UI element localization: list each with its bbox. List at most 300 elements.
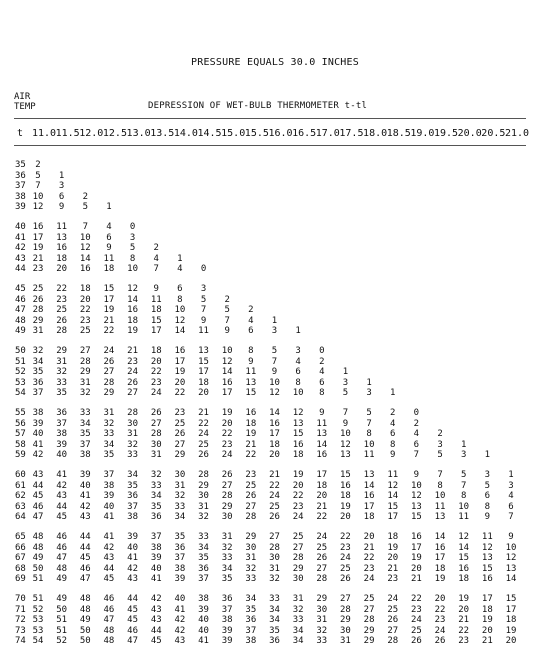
table-cell: 36 — [198, 563, 209, 574]
table-cell: 24 — [221, 450, 233, 461]
table-cell: 46 — [79, 563, 91, 574]
table-cell: 8 — [390, 439, 396, 450]
table-cell: 14 — [269, 408, 280, 418]
table-cell: 26 — [221, 470, 233, 480]
table-cell: 27 — [316, 563, 328, 574]
table-cell: 23 — [410, 604, 422, 615]
table-cell: 48 — [56, 563, 68, 574]
table-cell: 10 — [269, 377, 280, 388]
table-cell: 23 — [340, 542, 351, 553]
table-cell: 29 — [292, 563, 304, 574]
column-header: 15.0 — [221, 128, 246, 139]
table-cell: 1 — [342, 367, 349, 378]
table-cell: 9 — [319, 408, 325, 418]
row-temp-label: 59 — [15, 450, 26, 461]
table-cell: 14 — [458, 542, 470, 553]
table-cell: 42 — [103, 542, 115, 553]
table-cell: 20 — [174, 377, 186, 388]
table-cell: 6 — [58, 191, 65, 202]
table-cell: 32 — [245, 563, 257, 574]
row-temp-label: 55 — [15, 408, 26, 418]
table-cell: 42 — [32, 450, 44, 461]
column-header: 14.0 — [173, 128, 198, 139]
table-cell: 28 — [221, 491, 233, 502]
table-cell: 22 — [198, 418, 209, 429]
table-cell: 6 — [106, 232, 112, 243]
table-cell: 26 — [245, 491, 257, 502]
table-cell: 15 — [481, 563, 493, 574]
table-cell: 32 — [174, 491, 186, 502]
row-temp-label: 63 — [15, 501, 26, 512]
table-cell: 17 — [505, 604, 517, 615]
table-cell: 23 — [363, 563, 375, 574]
table-cell: 27 — [292, 542, 304, 553]
table-cell: 7 — [35, 181, 41, 192]
table-cell: 41 — [103, 512, 115, 523]
table-cell: 38 — [245, 636, 257, 647]
table-cell: 44 — [79, 542, 91, 553]
table-cell: 41 — [32, 439, 44, 450]
table-cell: 23 — [245, 470, 257, 480]
table-cell: 30 — [245, 542, 257, 553]
table-title: PRESSURE EQUALS 30.0 INCHES — [191, 57, 359, 68]
table-cell: 41 — [103, 532, 115, 542]
table-cell: 1 — [106, 202, 112, 213]
table-cell: 16 — [363, 491, 375, 502]
table-cell: 16 — [174, 346, 186, 356]
table-cell: 36 — [221, 594, 233, 604]
table-cell: 24 — [292, 512, 304, 523]
table-cell: 26 — [150, 408, 162, 418]
table-cell: 4 — [295, 356, 301, 367]
table-cell: 12 — [458, 532, 470, 542]
table-cell: 32 — [32, 346, 44, 356]
table-cell: 22 — [221, 429, 233, 440]
table-cell: 31 — [245, 553, 257, 564]
table-cell: 40 — [198, 625, 209, 636]
table-cell: 23 — [127, 356, 139, 367]
table-cell: 22 — [79, 305, 91, 316]
table-cell: 0 — [413, 408, 420, 418]
table-cell: 43 — [150, 604, 162, 615]
table-cell: 46 — [127, 625, 139, 636]
table-cell: 31 — [56, 356, 68, 367]
table-cell: 7 — [413, 450, 420, 461]
table-cell: 33 — [127, 450, 139, 461]
table-cell: 17 — [221, 388, 233, 399]
table-cell: 43 — [127, 574, 139, 585]
table-cell: 14 — [127, 294, 139, 305]
table-cell: 43 — [79, 512, 91, 523]
row-temp-label: 60 — [15, 470, 26, 480]
table-cell: 38 — [198, 594, 209, 604]
column-header: 16.5 — [292, 128, 317, 139]
table-cell: 4 — [390, 418, 396, 429]
table-cell: 45 — [127, 604, 139, 615]
table-cell: 34 — [79, 418, 91, 429]
table-cell: 5 — [366, 408, 372, 418]
table-cell: 11 — [458, 512, 470, 523]
table-cell: 28 — [292, 553, 304, 564]
table-cell: 29 — [198, 480, 209, 491]
table-cell: 6 — [484, 491, 491, 502]
table-cell: 40 — [32, 429, 44, 440]
table-cell: 12 — [410, 491, 422, 502]
table-cell: 21 — [481, 636, 493, 647]
table-cell: 25 — [269, 501, 280, 512]
table-cell: 12 — [32, 202, 44, 213]
table-cell: 27 — [245, 501, 257, 512]
table-cell: 40 — [127, 542, 139, 553]
table-cell: 34 — [127, 470, 139, 480]
row-temp-label: 39 — [15, 202, 26, 213]
table-cell: 13 — [505, 563, 517, 574]
row-temp-label: 68 — [15, 563, 26, 574]
table-cell: 19 — [127, 326, 139, 337]
table-cell: 12 — [481, 542, 493, 553]
table-cell: 12 — [292, 408, 304, 418]
table-cell: 21 — [269, 470, 280, 480]
row-temp-label: 54 — [15, 388, 26, 399]
table-cell: 10 — [434, 491, 446, 502]
table-cell: 17 — [32, 232, 44, 243]
table-cell: 39 — [174, 574, 186, 585]
table-cell: 7 — [82, 222, 89, 232]
table-cell: 17 — [481, 594, 493, 604]
table-cell: 14 — [221, 367, 233, 378]
table-cell: 38 — [103, 480, 115, 491]
table-cell: 39 — [198, 604, 209, 615]
table-cell: 20 — [198, 388, 209, 399]
table-cell: 14 — [505, 574, 517, 585]
table-cell: 37 — [221, 604, 233, 615]
table-cell: 6 — [295, 367, 301, 378]
table-cell: 14 — [316, 439, 328, 450]
table-cell: 39 — [103, 491, 115, 502]
table-cell: 38 — [79, 450, 91, 461]
table-cell: 26 — [410, 636, 422, 647]
column-header: 16.0 — [268, 128, 293, 139]
table-cell: 8 — [129, 253, 136, 264]
table-cell: 22 — [458, 625, 470, 636]
table-cell: 51 — [32, 594, 44, 604]
t-column-label: t — [17, 128, 24, 139]
table-cell: 34 — [269, 615, 280, 626]
table-cell: 29 — [221, 501, 233, 512]
table-cell: 1 — [271, 315, 278, 326]
row-temp-label: 37 — [15, 181, 26, 192]
table-cell: 53 — [32, 615, 44, 626]
table-cell: 17 — [387, 512, 399, 523]
table-cell: 30 — [221, 512, 233, 523]
table-cell: 22 — [174, 388, 186, 399]
table-cell: 47 — [32, 512, 44, 523]
table-cell: 3 — [58, 181, 65, 192]
header-top-rule — [14, 118, 526, 119]
table-cell: 27 — [221, 480, 233, 491]
table-cell: 25 — [79, 326, 91, 337]
table-cell: 23 — [174, 408, 186, 418]
air-label-line2: TEMP — [14, 102, 36, 112]
table-cell: 15 — [505, 594, 517, 604]
table-cell: 18 — [434, 563, 446, 574]
table-cell: 23 — [221, 439, 233, 450]
table-cell: 30 — [174, 470, 186, 480]
table-cell: 28 — [198, 470, 209, 480]
table-cell: 49 — [79, 615, 91, 626]
table-cell: 35 — [150, 501, 162, 512]
table-cell: 22 — [434, 604, 446, 615]
table-cell: 22 — [103, 326, 115, 337]
table-cell: 27 — [150, 418, 162, 429]
table-cell: 34 — [103, 439, 115, 450]
table-cell: 20 — [221, 418, 233, 429]
table-cell: 43 — [150, 615, 162, 626]
table-cell: 18 — [387, 532, 399, 542]
table-cell: 22 — [150, 367, 162, 378]
table-cell: 31 — [174, 480, 186, 491]
table-cell: 11 — [198, 326, 209, 337]
table-cell: 27 — [79, 346, 91, 356]
row-temp-label: 61 — [15, 480, 26, 491]
table-cell: 3 — [342, 377, 349, 388]
table-cell: 4 — [106, 222, 112, 232]
column-header: 20.5 — [481, 128, 506, 139]
table-cell: 20 — [340, 512, 351, 523]
column-header: 21.0 — [504, 128, 530, 139]
table-cell: 49 — [32, 553, 44, 564]
table-cell: 19 — [434, 574, 446, 585]
column-header: 14.5 — [197, 128, 222, 139]
table-cell: 16 — [316, 450, 328, 461]
table-cell: 28 — [363, 615, 375, 626]
table-cell: 34 — [174, 512, 186, 523]
table-cell: 51 — [32, 574, 44, 585]
table-cell: 37 — [198, 574, 209, 585]
table-cell: 16 — [32, 222, 44, 232]
table-cell: 25 — [340, 563, 351, 574]
table-cell: 36 — [269, 636, 280, 647]
table-cell: 16 — [245, 408, 257, 418]
row-temp-label: 50 — [15, 346, 26, 356]
table-cell: 0 — [200, 264, 207, 275]
row-temp-label: 45 — [15, 284, 26, 294]
table-cell: 14 — [363, 480, 375, 491]
table-cell: 5 — [342, 388, 349, 399]
table-cell: 9 — [58, 202, 65, 213]
table-cell: 44 — [150, 625, 162, 636]
table-cell: 26 — [269, 512, 280, 523]
table-cell: 33 — [198, 532, 209, 542]
table-cell: 15 — [387, 501, 399, 512]
table-cell: 26 — [387, 615, 399, 626]
table-cell: 32 — [292, 604, 304, 615]
table-cell: 33 — [56, 377, 68, 388]
table-cell: 26 — [434, 636, 446, 647]
table-cell: 30 — [269, 553, 280, 564]
table-cell: 42 — [127, 563, 139, 574]
table-cell: 26 — [316, 553, 328, 564]
table-cell: 46 — [56, 542, 68, 553]
table-cell: 25 — [56, 305, 68, 316]
table-cell: 11 — [363, 450, 375, 461]
table-cell: 35 — [174, 532, 186, 542]
table-cell: 42 — [150, 594, 162, 604]
table-cell: 7 — [271, 356, 278, 367]
table-cell: 31 — [292, 594, 304, 604]
table-cell: 24 — [269, 491, 280, 502]
table-cell: 7 — [460, 480, 467, 491]
table-cell: 16 — [458, 563, 470, 574]
table-cell: 7 — [153, 264, 159, 275]
column-header: 18.5 — [386, 128, 411, 139]
table-cell: 29 — [363, 636, 375, 647]
table-cell: 31 — [150, 450, 162, 461]
table-cell: 27 — [340, 594, 351, 604]
table-cell: 25 — [32, 284, 44, 294]
table-cell: 40 — [150, 563, 162, 574]
table-cell: 17 — [103, 294, 115, 305]
table-cell: 21 — [316, 501, 328, 512]
row-temp-label: 47 — [15, 305, 26, 316]
table-cell: 36 — [56, 408, 68, 418]
table-cell: 53 — [32, 625, 44, 636]
table-cell: 32 — [198, 512, 209, 523]
table-cell: 1 — [58, 170, 65, 181]
table-cell: 11 — [56, 222, 68, 232]
table-cell: 14 — [434, 532, 446, 542]
table-cell: 26 — [174, 429, 186, 440]
table-cell: 18 — [127, 315, 139, 326]
table-cell: 37 — [174, 553, 186, 564]
table-cell: 20 — [292, 480, 304, 491]
table-cell: 9 — [153, 284, 159, 294]
table-cell: 42 — [174, 625, 186, 636]
table-cell: 12 — [505, 553, 517, 564]
table-cell: 28 — [127, 408, 139, 418]
table-cell: 3 — [508, 480, 514, 491]
table-cell: 12 — [221, 356, 233, 367]
table-cell: 5 — [82, 202, 89, 213]
table-cell: 34 — [292, 625, 304, 636]
table-cell: 5 — [484, 480, 491, 491]
table-cell: 28 — [150, 429, 162, 440]
table-cell: 25 — [410, 625, 422, 636]
table-cell: 45 — [56, 512, 68, 523]
table-cell: 9 — [224, 326, 230, 337]
table-cell: 7 — [366, 418, 372, 429]
table-cell: 34 — [245, 594, 257, 604]
table-cell: 26 — [32, 294, 44, 305]
table-cell: 27 — [127, 388, 139, 399]
row-temp-label: 40 — [15, 222, 26, 232]
column-header: 13.0 — [126, 128, 151, 139]
table-cell: 2 — [248, 305, 254, 316]
table-cell: 20 — [363, 532, 375, 542]
table-cell: 36 — [32, 377, 44, 388]
table-cell: 33 — [269, 594, 280, 604]
table-cell: 36 — [127, 491, 139, 502]
table-cell: 40 — [56, 450, 68, 461]
table-cell: 37 — [56, 418, 68, 429]
table-cell: 28 — [79, 356, 91, 367]
table-cell: 15 — [292, 429, 304, 440]
row-temp-label: 56 — [15, 418, 26, 429]
table-cell: 28 — [316, 574, 328, 585]
row-temp-label: 42 — [15, 243, 26, 254]
table-cell: 10 — [79, 232, 91, 243]
table-cell: 29 — [32, 315, 44, 326]
table-cell: 13 — [340, 450, 351, 461]
table-cell: 51 — [56, 615, 68, 626]
table-cell: 31 — [103, 408, 115, 418]
column-header: 11.0 — [31, 128, 57, 139]
table-cell: 11 — [387, 470, 399, 480]
table-cell: 7 — [508, 512, 514, 523]
table-cell: 18 — [150, 346, 162, 356]
table-cell: 22 — [269, 480, 280, 491]
table-cell: 6 — [390, 429, 396, 440]
table-cell: 13 — [198, 346, 209, 356]
row-temp-label: 69 — [15, 574, 26, 585]
table-cell: 33 — [103, 429, 115, 440]
table-cell: 31 — [269, 563, 280, 574]
table-cell: 29 — [79, 367, 91, 378]
header-bottom-rule — [14, 145, 526, 146]
table-cell: 49 — [56, 574, 68, 585]
table-cell: 20 — [410, 563, 422, 574]
table-cell: 32 — [103, 418, 115, 429]
table-cell: 6 — [248, 326, 254, 337]
table-cell: 2 — [437, 429, 443, 440]
table-cell: 17 — [150, 326, 162, 337]
table-cell: 28 — [245, 512, 257, 523]
table-cell: 23 — [292, 501, 304, 512]
table-cell: 1 — [460, 439, 467, 450]
table-cell: 34 — [269, 604, 280, 615]
table-cell: 17 — [174, 356, 186, 367]
table-cell: 19 — [32, 243, 44, 254]
table-cell: 31 — [340, 636, 351, 647]
table-cell: 5 — [35, 170, 41, 181]
table-cell: 35 — [245, 604, 257, 615]
table-cell: 28 — [340, 604, 351, 615]
table-cell: 3 — [437, 439, 443, 450]
table-cell: 45 — [150, 636, 162, 647]
table-cell: 39 — [127, 532, 139, 542]
table-cell: 22 — [292, 491, 304, 502]
table-cell: 4 — [319, 367, 325, 378]
row-temp-label: 64 — [15, 512, 26, 523]
table-cell: 22 — [363, 553, 375, 564]
table-cell: 35 — [198, 553, 209, 564]
table-cell: 9 — [106, 243, 112, 254]
table-cell: 43 — [56, 491, 68, 502]
table-cell: 20 — [150, 356, 162, 367]
table-cell: 31 — [221, 532, 233, 542]
table-cell: 30 — [150, 439, 162, 450]
table-cell: 35 — [221, 574, 233, 585]
table-cell: 21 — [32, 253, 44, 264]
table-cell: 8 — [460, 491, 467, 502]
table-cell: 54 — [32, 636, 44, 647]
table-cell: 18 — [56, 253, 68, 264]
table-cell: 39 — [150, 553, 162, 564]
row-temp-label: 72 — [15, 615, 26, 626]
row-temp-label: 38 — [15, 191, 26, 202]
table-cell: 47 — [79, 574, 91, 585]
table-cell: 25 — [316, 542, 328, 553]
